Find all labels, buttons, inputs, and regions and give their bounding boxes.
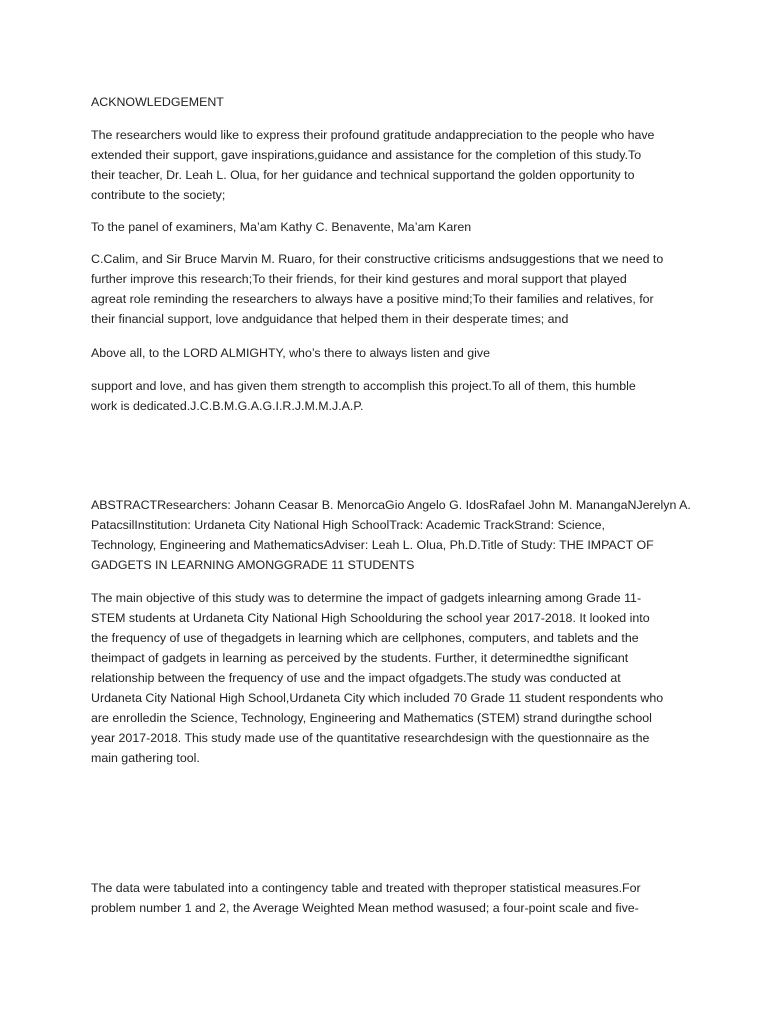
acknowledgement-paragraph-5: support and love, and has given them strength to accomplish this project.To all of them, this humble work is dedicated.J.C.B.M.G.A.G.I.R.J.M.M.J.A.P.: [91, 379, 636, 413]
abstract-paragraph-2: The data were tabulated into a contingency table and treated with theproper statistical measures.For problem number 1 and 2, the Average Weighted Mean method wasused; a four-point scale and five-: [91, 881, 641, 915]
abstract-paragraph-1: The main objective of this study was to determine the impact of gadgets inlearning among Grade 11- STEM students at Urdaneta City National High Schoolduring the school year 2017-2018. It looked into the frequency of use of thegadgets in learning which are cellphones, computers, and tablets and the theimpact of gadgets in learning as perceived by the students. Further, it determinedthe significant relationship between the frequency of use and the impact ofgadgets.The study was conducted at Urdaneta City National High School,Urdaneta City which included 70 Grade 11 student respondents who are enrolledin the Science, Technology, Engineering and Mathematics (STEM) strand duringthe school year 2017-2018. This study made use of the quantitative researchdesign with the questionnaire as the main gathering tool.: [91, 591, 664, 765]
abstract-header: ABSTRACTResearchers: Johann Ceasar B. MenorcaGio Angelo G. IdosRafael John M. ManangaNJerelyn A. PatacsilInstitution: Urdaneta City National High SchoolTrack: Academic TrackStrand: Science, Technology, Engineering and MathematicsAdviser: Leah L. Olua, Ph.D.Title of Study: THE IMPACT OF GADGETS IN LEARNING AMONGGRADE 11 STUDENTS: [91, 498, 691, 572]
acknowledgement-paragraph-2: To the panel of examiners, Ma’am Kathy C. Benavente, Ma’am Karen: [91, 220, 472, 234]
acknowledgement-heading: ACKNOWLEDGEMENT: [91, 95, 224, 109]
acknowledgement-paragraph-3: C.Calim, and Sir Bruce Marvin M. Ruaro, for their constructive criticisms andsuggestions that we need to further improve this research;To their friends, for their kind gestures and moral support that played agreat role reminding the researchers to always have a positive mind;To their families and relatives, for their financial support, love andguidance that helped them in their desperate times; and: [91, 252, 664, 326]
acknowledgement-paragraph-1: The researchers would like to express their profound gratitude andappreciation to the people who have extended their support, gave inspirations,guidance and assistance for the completion of this study.To their teacher, Dr. Leah L. Olua, for her guidance and technical supportand the golden opportunity to contribute to the society;: [91, 128, 655, 202]
acknowledgement-paragraph-4: Above all, to the LORD ALMIGHTY, who’s there to always listen and give: [91, 346, 490, 360]
